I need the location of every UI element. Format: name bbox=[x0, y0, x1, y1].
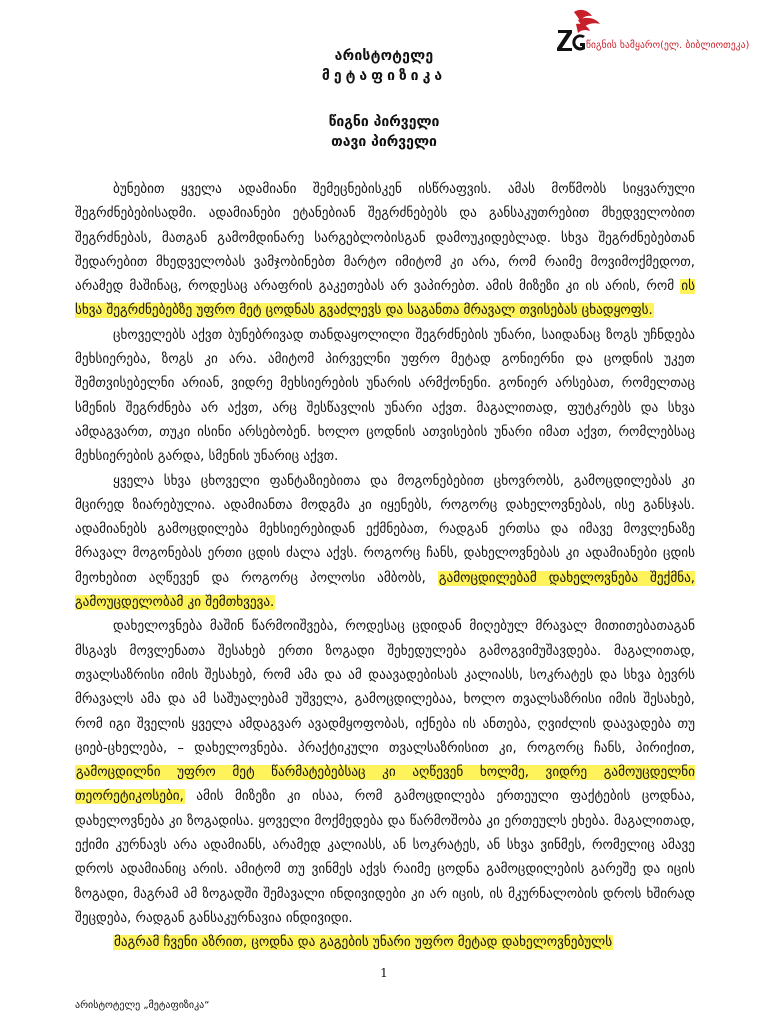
chapter-heading: თავი პირველი bbox=[331, 134, 437, 150]
text-segment: ბუნებით ყველა ადამიანი შემეცნებისკენ ისწრაფვის. ამას მოწმობს სიყვარული შეგრძნებებისადმი. ადამიანები ეტანებიან შეგრძნებებს და განსაკუთრებით მხედველობით შეგრძნებას, მათგან გამომდინარე სარგებლობისგან დამოუკიდებლად. სხვა შეგრძნებებთან შედარებით მხედველობას ვამჯობინებთ მარტო იმიტომ კი არა, რომ რაიმე მოვიმოქმედოთ, არამედ მაშინაც, როდესაც არაფრის გაკეთებას არ ვაპირებთ. ამის მიზეზი კი ის არის, რომ bbox=[75, 182, 695, 295]
paragraph bbox=[75, 324, 695, 470]
paragraph bbox=[75, 178, 695, 324]
text-segment: ამის მიზეზი კი ისაა, რომ გამოცდილება ერთეული ფაქტების ცოდნაა, დახელოვნება კი ზოგადისა. ყოველი მოქმედება და წარმოშობა კი ერთეულს ეხება. მაგალითად, ექიმი კურნავს არა ადამიანს, არამედ კალიასს, ან სოკრატეს, ან სხვა ვინმეს, რომელიც ამავე დროს ადამიანიც არის. ამიტომ თუ ვინმეს აქვს რაიმე ცოდნა გამოცდილების გარეშე და იცის ზოგადი, მაგრამ ამ ზოგადში შემავალი ინდივიდები კი არ იცის, ის მკურნალობის დროს ხშირად შეცდება, რადგან განსაკურნავია ინდივიდი. bbox=[75, 789, 695, 926]
work-title: მეტაფიზიკა bbox=[321, 68, 447, 84]
book-heading: წიგნი პირველი bbox=[328, 114, 440, 130]
paragraph bbox=[75, 615, 695, 931]
text-segment: ყველა სხვა ცხოველი ფანტაზიებითა და მოგონებებით ცხოვრობს, გამოცდილებას კი მცირედ ზიარებულია. ადამიანთა მოდგმა კი იყენებს, როგორც დახელოვნებას, ისე განსჯას. ადამიანებს გამოცდილება მეხსიერებიდან ექმნებათ, რადგან ერთსა და იმავე მოვლენაზე მრავალ მოგონებას ერთი ცდის ძალა აქვს. როგორც ჩანს, დახელოვნებას კი ადამიანები ცდის მეოხებით აღწევენ და როგორც პოლოსი ამბობს, bbox=[75, 473, 695, 586]
highlighted-text: გამოცდილებამ დახელოვნება შექმნა, გამოუცდელობამ კი შემთხვევა. bbox=[75, 570, 695, 611]
body-text bbox=[75, 178, 695, 956]
page-footer: არისტოტელე „მეტაფიზიკა“ bbox=[75, 1000, 210, 1011]
title-block bbox=[0, 48, 768, 150]
text-segment: ცხოველებს აქვთ ბუნებრივად თანდაყოლილი შეგრძნების უნარი, საიდანაც ზოგს უჩნდება მეხსიერება, ზოგს კი არა. ამიტომ პირველნი უფრო მეტად გონიერნი და ცოდნის უკეთ შემთვისებელნი არიან, ვიდრე მეხსიერების უნარის არმქონენი. გონიერ არსებათ, რომელთაც სმენის შეგრძნება არ აქვთ, არც შესწავლის უნარი აქვთ. მაგალითად, ფუტკრებს და სხვა ამდაგვართ, თუკი ისინი არსებობენ. ხოლო ცოდნის ათვისების უნარი იმათ აქვთ, რომლებსაც მეხსიერების გარდა, სმენის უნარიც აქვთ. bbox=[75, 327, 695, 465]
logo-text: წიგნის ხამყარო(ელ. ბიბლიოთეკა) bbox=[586, 40, 750, 51]
page-number: 1 bbox=[380, 966, 388, 980]
author-title: არისტოტელე bbox=[334, 48, 434, 64]
paragraph bbox=[75, 470, 695, 616]
paragraph bbox=[75, 931, 695, 955]
text-segment: დახელოვნება მაშინ წარმოიშვება, როდესაც ცდიდან მიღებულ მრავალ მითითებათაგან მსგავს მოვლენათა შესახებ ერთი ზოგადი შეხედულება გამოგვიმუშავდება. მაგალითად, თვალსაზრისი იმის შესახებ, რომ ამა და ამ დაავადებისას კალიასს, სოკრატეს და სხვა ბევრს მრავალს ამა და ამ საშუალებამ უშველა, გამოცდილებაა, ხოლო თვალსაზრისი იმის შესახებ, რომ იგი შველის ყველა ამდაგვარ ავადმყოფობას, იქნება ის ანთება, ღვიძლის დაავადება თუ ციებ-ცხელება, – დახელოვნება. პრაქტიკული თვალსაზრისით კი, როგორც ჩანს, პირიქით, bbox=[75, 619, 695, 756]
highlighted-text: ის სხვა შეგრძნებებზე უფრო მეტ ცოდნას გვაძლევს და საგანთა მრავალ თვისებას ცხადყოფს. bbox=[75, 279, 695, 319]
highlighted-text: მაგრამ ჩვენი აზრით, ცოდნა და გაგების უნარი უფრო მეტად დახელოვნებულს bbox=[114, 935, 613, 951]
highlighted-text: გამოცდილნი უფრო მეტ წარმატებებსაც კი აღწევენ ხოლმე, ვიდრე გამოუცდელნი თეორეტიკოსები, bbox=[75, 765, 695, 805]
